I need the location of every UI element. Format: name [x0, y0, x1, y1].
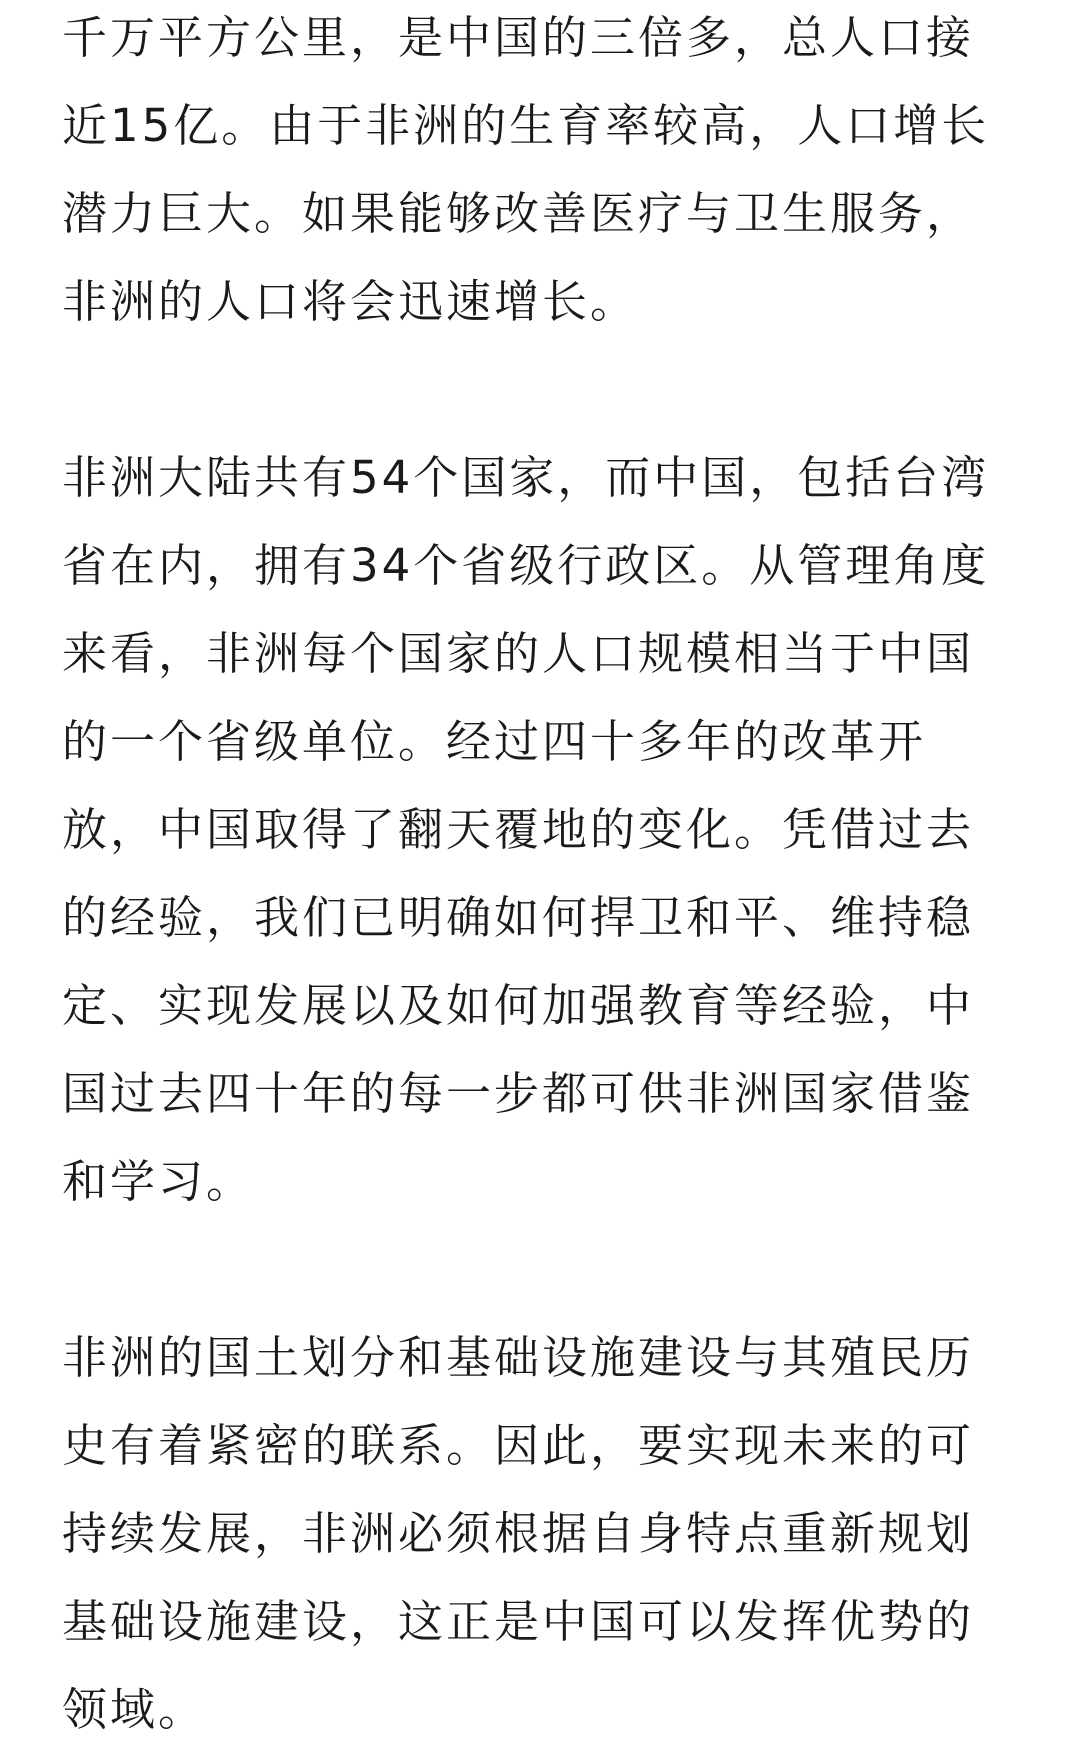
text-line: 省在内，拥有34个省级行政区。从管理角度: [62, 539, 990, 592]
paragraph-2: [62, 434, 1022, 1226]
text-line: 持续发展，非洲必须根据自身特点重新规划: [62, 1507, 975, 1560]
text-line: 千万平方公里，是中国的三倍多，总人口接: [62, 11, 975, 64]
text-line: 非洲的人口将会迅速增长。: [62, 275, 639, 328]
text-line: 和学习。: [62, 1155, 255, 1208]
paragraph-1: [62, 0, 1022, 346]
text-line: 的经验，我们已明确如何捍卫和平、维持稳: [62, 891, 975, 944]
text-line: 国过去四十年的每一步都可供非洲国家借鉴: [62, 1067, 975, 1120]
text-line: 领域。: [62, 1683, 207, 1736]
text-line: 潜力巨大。如果能够改善医疗与卫生服务，: [62, 187, 975, 240]
text-line: 近15亿。由于非洲的生育率较高，人口增长: [62, 99, 990, 152]
text-line: 的一个省级单位。经过四十多年的改革开: [62, 715, 927, 768]
paragraph-spacer: [62, 346, 1022, 434]
text-line: 史有着紧密的联系。因此，要实现未来的可: [62, 1419, 975, 1472]
paragraph-spacer: [62, 1226, 1022, 1314]
text-line: 非洲的国土划分和基础设施建设与其殖民历: [62, 1331, 975, 1384]
paragraph-3: [62, 1314, 1022, 1754]
text-line: 定、实现发展以及如何加强教育等经验，中: [62, 979, 975, 1032]
text-line: 放，中国取得了翻天覆地的变化。凭借过去: [62, 803, 975, 856]
text-line: 基础设施建设，这正是中国可以发挥优势的: [62, 1595, 975, 1648]
article-body: [62, 0, 1022, 1754]
text-line: 非洲大陆共有54个国家，而中国，包括台湾: [62, 451, 990, 504]
text-line: 来看，非洲每个国家的人口规模相当于中国: [62, 627, 975, 680]
